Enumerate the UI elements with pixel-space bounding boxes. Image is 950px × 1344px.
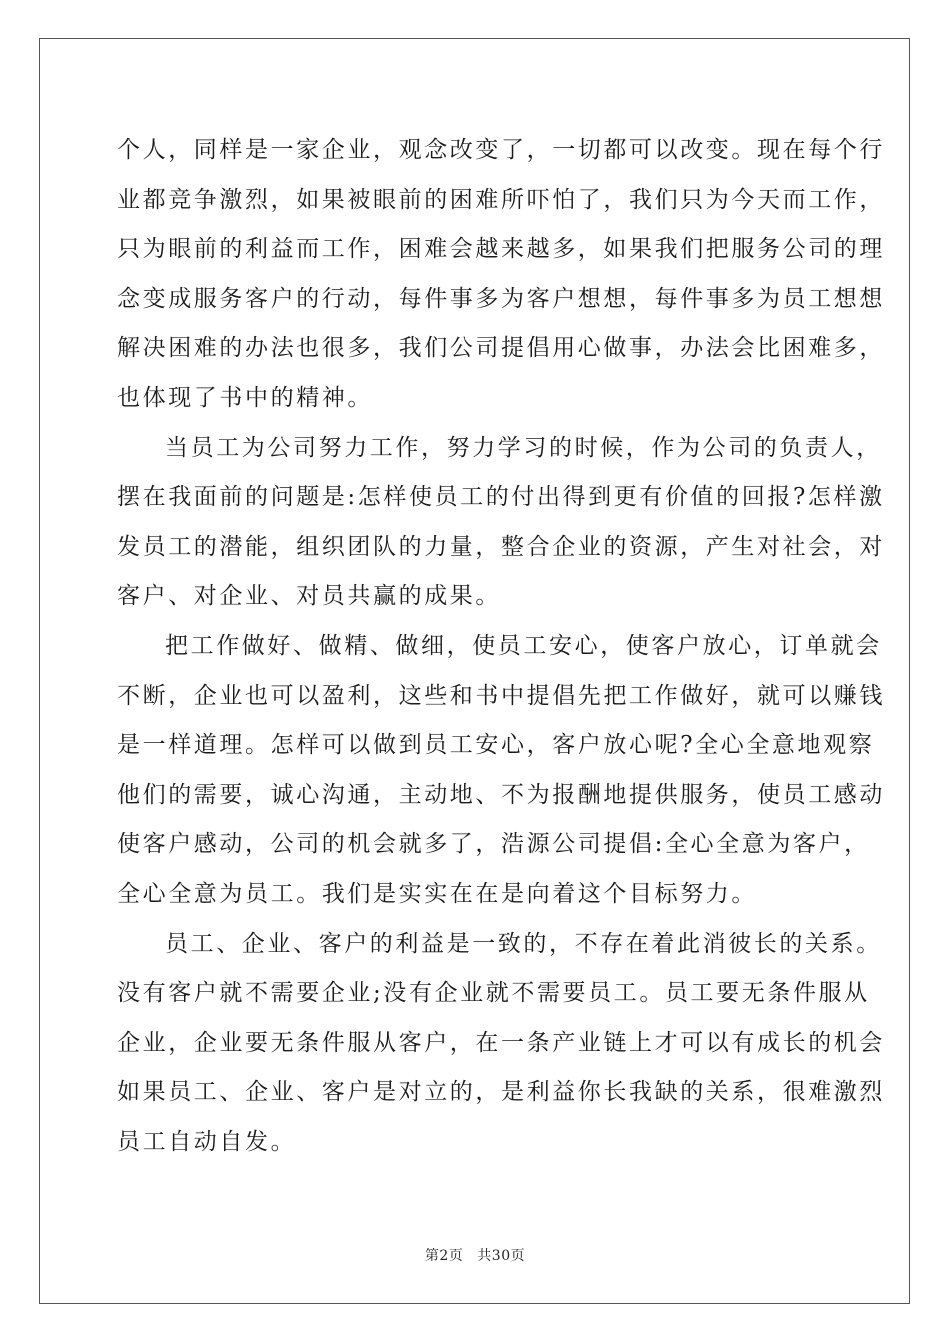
page-number: 第2页: [424, 1248, 464, 1264]
text-line: 只为眼前的利益而工作，困难会越来越多，如果我们把服务公司的理: [117, 236, 885, 263]
text-line: 企业，企业要无条件服从客户，在一条产业链上才可以有成长的机会: [117, 1029, 885, 1056]
text-line: 业都竞争激烈，如果被眼前的困难所吓怕了，我们只为今天而工作，: [117, 186, 885, 213]
text-line: 不断，企业也可以盈利，这些和书中提倡先把工作做好，就可以赚钱: [117, 682, 885, 709]
text-line: 是一样道理。怎样可以做到员工安心，客户放心呢?全心全意地观察: [117, 732, 875, 759]
text-line: 客户、对企业、对员共赢的成果。: [117, 583, 501, 610]
text-line: 念变成服务客户的行动，每件事多为客户想想，每件事多为员工想想: [117, 285, 885, 312]
document-body: [117, 126, 885, 1167]
text-line: 当员工为公司努力工作，努力学习的时候，作为公司的负责人，: [165, 434, 882, 461]
text-line: 也体现了书中的精神。: [117, 384, 373, 411]
text-line: 发员工的潜能，组织团队的力量，整合企业的资源，产生对社会，对: [117, 533, 885, 560]
text-line: 他们的需要，诚心沟通，主动地、不为报酬地提供服务，使员工感动: [117, 781, 885, 808]
page-footer: [0, 1245, 950, 1265]
text-line: 全心全意为员工。我们是实实在在是向着这个目标努力。: [117, 880, 757, 907]
text-line: 如果员工、企业、客户是对立的，是利益你长我缺的关系，很难激烈: [117, 1079, 885, 1106]
text-line: 员工自动自发。: [117, 1128, 297, 1155]
text-line: 解决困难的办法也很多，我们公司提倡用心做事，办法会比困难多，: [117, 335, 885, 362]
page-total: 共30页: [477, 1248, 526, 1264]
text-line: 摆在我面前的问题是:怎样使员工的付出得到更有价值的回报?怎样激: [117, 484, 885, 511]
text-line: 把工作做好、做精、做细，使员工安心，使客户放心，订单就会: [165, 632, 882, 659]
text-line: 员工、企业、客户的利益是一致的，不存在着此消彼长的关系。: [165, 930, 882, 957]
text-line: 没有客户就不需要企业;没有企业就不需要员工。员工要无条件服从: [117, 980, 870, 1007]
text-line: 使客户感动，公司的机会就多了，浩源公司提倡:全心全意为客户，: [117, 831, 870, 858]
text-line: 个人，同样是一家企业，观念改变了，一切都可以改变。现在每个行: [117, 137, 885, 163]
